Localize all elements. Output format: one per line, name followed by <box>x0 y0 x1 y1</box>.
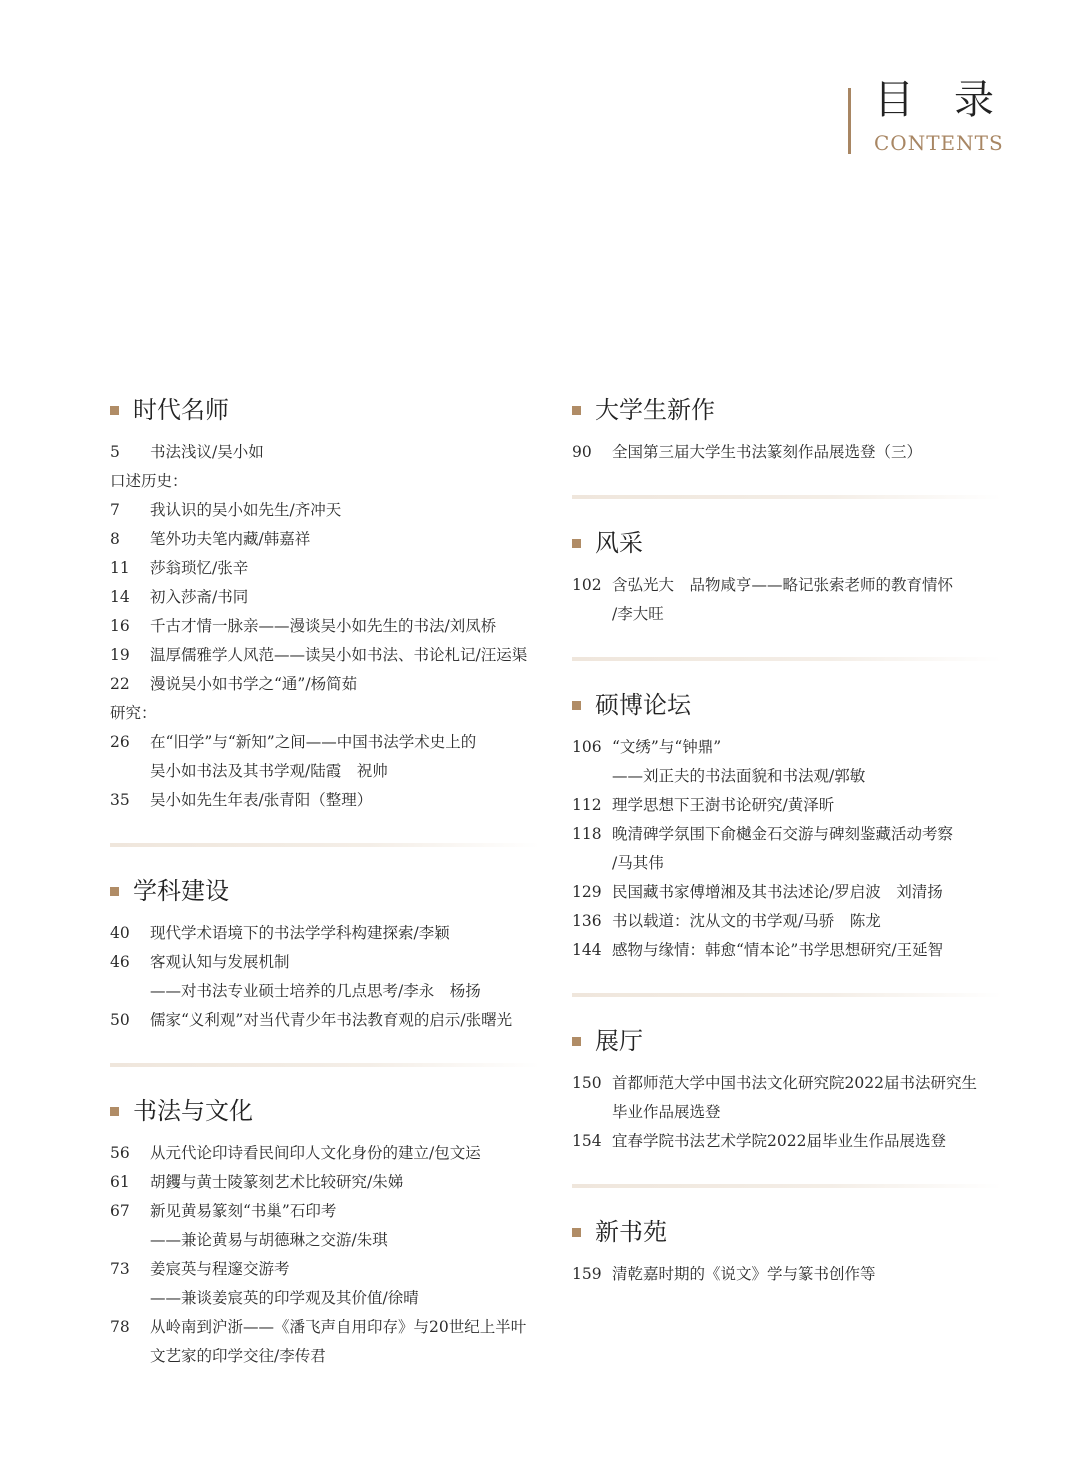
toc-entry[interactable] <box>110 786 540 815</box>
entry-title: 千古才情一脉亲——漫谈吴小如先生的书法/刘凤桥 <box>150 617 497 635</box>
section-title: 新书苑 <box>595 1218 667 1246</box>
page-number: 78 <box>110 1318 130 1336</box>
entry-title: /李大旺 <box>612 605 664 623</box>
page-number: 112 <box>572 796 602 814</box>
toc-entry[interactable] <box>572 1260 1002 1289</box>
section-title: 时代名师 <box>133 396 229 424</box>
section-header <box>572 687 1002 723</box>
toc-entry[interactable] <box>110 525 540 554</box>
toc-section <box>110 873 540 1035</box>
entry-title: 含弘光大 品物咸亨——略记张索老师的教育情怀 <box>612 576 954 594</box>
section-title: 风采 <box>595 529 643 557</box>
entry-title: 吴小如先生年表/张青阳（整理） <box>150 791 373 809</box>
entry-title: 书以载道：沈从文的书学观/马骄 陈龙 <box>612 912 881 930</box>
entry-title: 民国藏书家傅增湘及其书法述论/罗启波 刘清扬 <box>612 883 943 901</box>
section-divider <box>572 993 1002 997</box>
page-subtitle: CONTENTS <box>874 131 1004 155</box>
section-title: 硕博论坛 <box>595 691 691 719</box>
toc-entry[interactable] <box>572 762 1002 791</box>
section-header <box>572 392 1002 428</box>
toc-section <box>572 687 1002 965</box>
toc-entry[interactable] <box>110 1255 540 1284</box>
page-number: 16 <box>110 617 130 635</box>
page-number: 159 <box>572 1265 602 1283</box>
toc-entry[interactable] <box>110 728 540 757</box>
toc-section <box>110 1093 540 1371</box>
page-number: 19 <box>110 646 130 664</box>
section-marker-icon <box>110 1107 119 1116</box>
section-header <box>572 525 1002 561</box>
entry-title: 文艺家的印学交往/李传君 <box>150 1347 326 1365</box>
page-number: 8 <box>110 530 120 548</box>
entry-title: 现代学术语境下的书法学学科构建探索/李颖 <box>150 924 450 942</box>
entry-title: 莎翁琐忆/张辛 <box>150 559 249 577</box>
toc-entry[interactable] <box>110 948 540 977</box>
section-marker-icon <box>110 406 119 415</box>
toc-entry[interactable] <box>572 571 1002 600</box>
toc-section <box>572 392 1002 467</box>
section-header <box>572 1023 1002 1059</box>
page-number: 46 <box>110 953 130 971</box>
toc-section <box>572 1023 1002 1156</box>
section-header <box>110 392 540 428</box>
page-number: 129 <box>572 883 602 901</box>
toc-entry[interactable] <box>572 1069 1002 1098</box>
toc-entry[interactable] <box>572 820 1002 849</box>
toc-section <box>572 1214 1002 1289</box>
entry-title: 客观认知与发展机制 <box>150 953 290 971</box>
toc-entry[interactable] <box>572 1098 1002 1127</box>
section-marker-icon <box>110 887 119 896</box>
toc-entry[interactable] <box>110 438 540 467</box>
section-title: 大学生新作 <box>595 396 715 424</box>
toc-entry[interactable] <box>110 554 540 583</box>
toc-entry[interactable] <box>110 1006 540 1035</box>
entry-title: 首都师范大学中国书法文化研究院2022届书法研究生 <box>612 1074 977 1092</box>
entry-title: 我认识的吴小如先生/齐冲天 <box>150 501 342 519</box>
section-title: 书法与文化 <box>133 1097 253 1125</box>
subsection-label: 口述历史： <box>110 472 188 490</box>
entry-title: 温厚儒雅学人风范——读吴小如书法、书论札记/汪运渠 <box>150 646 528 664</box>
toc-entry[interactable] <box>572 1127 1002 1156</box>
page-number: 61 <box>110 1173 130 1191</box>
section-marker-icon <box>572 1037 581 1046</box>
entry-title: 胡钁与黄士陵篆刻艺术比较研究/朱娣 <box>150 1173 404 1191</box>
section-marker-icon <box>572 539 581 548</box>
page-number: 144 <box>572 941 602 959</box>
entry-title: 吴小如书法及其书学观/陆霞 祝帅 <box>150 762 388 780</box>
toc-entry[interactable] <box>110 1139 540 1168</box>
page-number: 150 <box>572 1074 602 1092</box>
section-marker-icon <box>572 406 581 415</box>
contents-header <box>848 77 1048 156</box>
toc-entry[interactable] <box>110 1342 540 1371</box>
page-number: 73 <box>110 1260 130 1278</box>
toc-entry[interactable] <box>110 1284 540 1313</box>
header-accent-bar <box>848 88 851 154</box>
toc-entry[interactable] <box>110 496 540 525</box>
toc-entry[interactable] <box>110 612 540 641</box>
toc-section <box>572 525 1002 629</box>
toc-entry[interactable] <box>572 791 1002 820</box>
entry-title: ——兼论黄易与胡德琳之交游/朱琪 <box>150 1231 388 1249</box>
section-divider <box>110 1063 540 1067</box>
section-divider <box>572 495 1002 499</box>
left-column <box>110 392 540 1371</box>
page-number: 56 <box>110 1144 130 1162</box>
page-number: 22 <box>110 675 130 693</box>
page-number: 14 <box>110 588 130 606</box>
entry-title: 感物与缘情：韩愈“情本论”书学思想研究/王延智 <box>612 941 944 959</box>
toc-entry[interactable] <box>110 1197 540 1226</box>
toc-entry[interactable] <box>110 977 540 1006</box>
toc-entry[interactable] <box>572 438 1002 467</box>
entry-title: 清乾嘉时期的《说文》学与篆书创作等 <box>612 1265 876 1283</box>
toc-entry[interactable] <box>110 1168 540 1197</box>
entry-title: 从元代论印诗看民间印人文化身份的建立/包文运 <box>150 1144 481 1162</box>
entry-title: 从岭南到沪浙——《潘飞声自用印存》与20世纪上半叶 <box>150 1318 527 1336</box>
page-number: 7 <box>110 501 120 519</box>
toc-section <box>110 392 540 815</box>
page-number: 11 <box>110 559 130 577</box>
entry-title: /马其伟 <box>612 854 664 872</box>
right-column <box>572 392 1002 1289</box>
page-number: 136 <box>572 912 602 930</box>
section-marker-icon <box>572 1228 581 1237</box>
page-number: 90 <box>572 443 592 461</box>
toc-entry[interactable] <box>110 757 540 786</box>
entry-title: 笔外功夫笔内藏/韩嘉祥 <box>150 530 311 548</box>
page-number: 118 <box>572 825 602 843</box>
entry-title: 姜宸英与程邃交游考 <box>150 1260 290 1278</box>
toc-entry[interactable] <box>110 583 540 612</box>
page-number: 102 <box>572 576 602 594</box>
page-number: 40 <box>110 924 130 942</box>
entry-title: 全国第三届大学生书法篆刻作品展选登（三） <box>612 443 923 461</box>
section-title: 学科建设 <box>133 877 229 905</box>
toc-entry[interactable] <box>110 1313 540 1342</box>
entry-title: 晚清碑学氛围下俞樾金石交游与碑刻鉴藏活动考察 <box>612 825 954 843</box>
entry-title: 儒家“义利观”对当代青少年书法教育观的启示/张曙光 <box>150 1011 513 1029</box>
page-number: 154 <box>572 1132 602 1150</box>
subsection-label: 研究： <box>110 704 157 722</box>
section-divider <box>110 843 540 847</box>
page-number: 106 <box>572 738 602 756</box>
entry-title: 初入莎斋/书同 <box>150 588 249 606</box>
toc-entry[interactable] <box>110 641 540 670</box>
entry-title: 新见黄易篆刻“书巢”石印考 <box>150 1202 337 1220</box>
entry-title: 书法浅议/吴小如 <box>150 443 264 461</box>
section-header <box>110 873 540 909</box>
page-number: 26 <box>110 733 130 751</box>
toc-entry[interactable] <box>572 907 1002 936</box>
toc-entry[interactable] <box>572 936 1002 965</box>
toc-entry[interactable] <box>110 670 540 699</box>
entry-title: ——兼谈姜宸英的印学观及其价值/徐晴 <box>150 1289 419 1307</box>
entry-title: 理学思想下王澍书论研究/黄泽昕 <box>612 796 835 814</box>
section-marker-icon <box>572 701 581 710</box>
page-title: 目录 <box>874 77 1034 123</box>
toc-entry[interactable] <box>572 849 1002 878</box>
toc-entry[interactable] <box>572 878 1002 907</box>
page-number: 5 <box>110 443 120 461</box>
page-number: 35 <box>110 791 130 809</box>
section-divider <box>572 657 1002 661</box>
section-title: 展厅 <box>595 1027 643 1055</box>
entry-title: 漫说吴小如书学之“通”/杨简茹 <box>150 675 358 693</box>
section-divider <box>572 1184 1002 1188</box>
page-number: 67 <box>110 1202 130 1220</box>
toc-entry[interactable] <box>572 600 1002 629</box>
section-header <box>110 1093 540 1129</box>
page-number: 50 <box>110 1011 130 1029</box>
entry-title: 毕业作品展选登 <box>612 1103 721 1121</box>
toc-entry[interactable] <box>110 1226 540 1255</box>
entry-title: 宜春学院书法艺术学院2022届毕业生作品展选登 <box>612 1132 946 1150</box>
entry-title: 在“旧学”与“新知”之间——中国书法学术史上的 <box>150 733 477 751</box>
entry-title: ——刘正夫的书法面貌和书法观/郭敏 <box>612 767 866 785</box>
toc-entry[interactable] <box>572 733 1002 762</box>
entry-title: “文绣”与“钟鼎” <box>612 738 722 756</box>
section-header <box>572 1214 1002 1250</box>
entry-title: ——对书法专业硕士培养的几点思考/李永 杨扬 <box>150 982 481 1000</box>
toc-entry[interactable] <box>110 919 540 948</box>
